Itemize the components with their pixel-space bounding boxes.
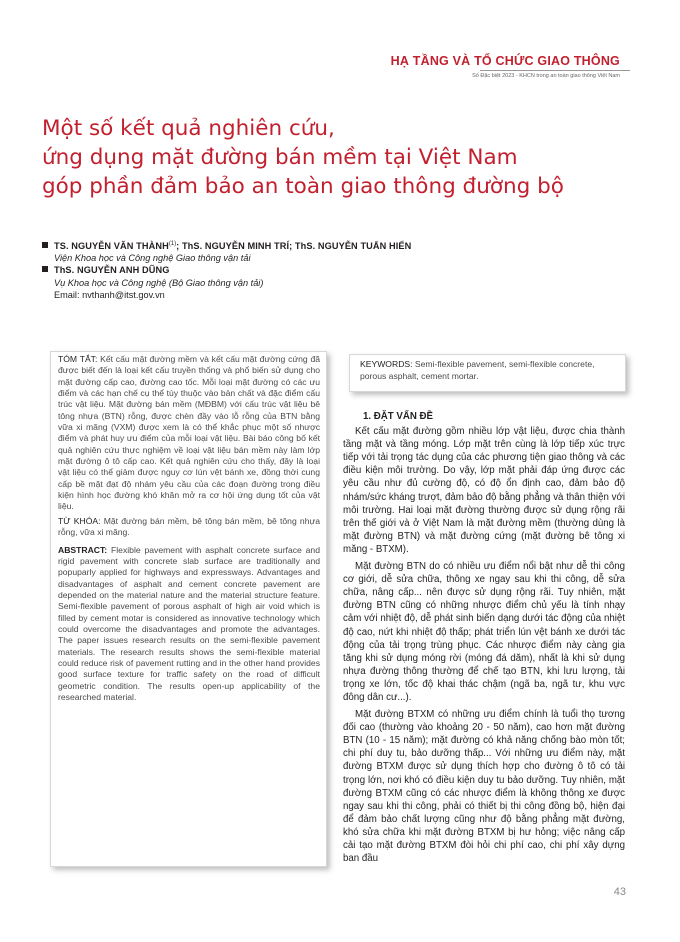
article-title (42, 114, 602, 201)
author-names-2: ThS. NGUYỄN ANH DŨNG (54, 265, 170, 276)
page-number: 43 (613, 886, 626, 898)
issue-info: Số Đặc biệt 2023 - KHCN trong an toàn giao thông Việt Nam (472, 73, 620, 79)
title-line-1: Một số kết quả nghiên cứu, (42, 116, 335, 141)
vn-keywords (58, 516, 320, 539)
author-names-1: TS. NGUYỄN VĂN THÀNH (54, 241, 169, 252)
square-bullet-icon (42, 242, 48, 248)
abstract-label: ABSTRACT: (58, 544, 108, 555)
summary-label: TÓM TẮT: (58, 354, 98, 364)
section-heading: 1. ĐẶT VẤN ĐỀ (363, 411, 433, 422)
author-affiliation-1: Viện Khoa học và Công nghệ Giao thông vận tải (54, 253, 251, 264)
body-column (343, 410, 625, 869)
en-keywords-label: KEYWORDS: (360, 359, 413, 369)
abstract-paragraph (58, 545, 320, 704)
vn-keywords-label: TỪ KHÓA: (58, 515, 101, 526)
author-block (42, 238, 642, 301)
body-paragraph-2: Mặt đường BTN do có nhiều ưu điểm nổi bật như dễ thi công cơ giới, dễ sửa chữa, thông xe ngay sau khi thi công, dễ sửa chữa, nâng cấp... nên được sử dụng rộng rãi. Tuy nhiên, mặt đường BTN cũng có những nhược điểm chủ yếu là tính nhạy cảm với nhiệt độ, dễ phát sinh biến dạng dưới tác động của nhiệt độ cao, nứt khi nhiệt độ thấp; phát triển lún vệt bánh xe dưới tác động của tải trọng trùng phục. Các nhược điểm này càng gia tăng khi sử dụng móng rời (móng đá dăm), nhất là khi sử dụng nhựa đường thông thường để chế tạo BTN, khi lưu lượng, tải trọng xe lớn, tốc độ khai thác chậm (ngã ba, ngã tư, khu vực đông dân cư...). (343, 561, 625, 703)
summary-text: Kết cấu mặt đường mềm và kết cấu mặt đường cứng đã được biết đến là loại kết cấu truyền thống và phổ biến sử dụng cho mặt đường cấp cao, đường cao tốc. Mỗi loại mặt đường có các ưu điểm và các hạn chế cụ thể tùy thuộc vào bản chất và đặc điểm cấu trúc vật liệu. Mặt đường bán mềm (MĐBM) với cấu trúc vật liệu bê tông nhựa (BTN) rỗng, được chèn đầy vào lỗ rỗng của BTN bằng vữa xi măng (VXM) được xem là có thể khắc phục một số nhược điểm và phát huy ưu điểm của mỗi loại vật liệu. Bài báo công bố kết quả nghiên cứu thực nghiệm về loại vật liệu bán mềm này làm lớp mặt đường ô tô cấp cao. Kết quả nghiên cứu cho thấy, đây là loại vật liệu có thể giảm được nguy cơ lún vệt bánh xe, đồng thời cung cấp bề mặt đạt độ nhám yêu cầu của các đoạn đường trong điều kiện hình học đường khó khăn mở ra cơ hội ứng dụng tốt của vật liệu. (58, 354, 321, 512)
author-names-1-rest: ; ThS. NGUYỄN MINH TRÍ; ThS. NGUYỄN TUẤN HIỂN (176, 241, 412, 252)
title-line-2: ứng dụng mặt đường bán mềm tại Việt Nam (42, 145, 518, 170)
body-paragraph-1: Kết cấu mặt đường gồm nhiều lớp vật liệu, được chia thành tầng mặt và tầng móng. Lớp mặt trên cùng là lớp tiếp xúc trực tiếp với tải trọng tác dụng của các phương tiện giao thông và các điều kiện môi trường. Do vậy, lớp mặt phải đáp ứng được các yêu cầu như đủ cường độ, có độ ổn định cao, đảm bảo độ nhám/sức kháng trượt, đảm bảo độ bằng phẳng và thân thiện với môi trường. Hai loại mặt đường thường được sử dụng rộng rãi trên thế giới và ở Việt Nam là mặt đường mềm (thường dùng là mặt đường BTN) và mặt đường cứng (mặt đường bê tông xi măng - BTXM). (343, 426, 625, 555)
body-paragraph-3: Mặt đường BTXM có những ưu điểm chính là tuổi thọ tương đối cao (thường vào khoảng 20 - 50 năm), cao hơn mặt đường BTN (10 - 15 năm); mặt đường có khả năng chống bào mòn tốt; chi phí duy tu, bảo dưỡng thấp... Với những ưu điểm này, mặt đường BTXM được sử dụng thích hợp cho đường ô tô có tải trọng lớn, nơi khó có điều kiện duy tu bảo dưỡng. Tuy nhiên, mặt đường BTXM cũng có các nhược điểm là không thông xe được ngay sau khi thi công, phải có thiết bị thi công đồng bộ, hiện đại để đảm bảo chất lượng cũng như độ bằng phẳng mặt đường, khó sửa chữa khi mặt đường BTXM bị hư hỏng; việc nâng cấp cải tạo mặt đường BTXM đòi hỏi chi phí cao, chi phí xây dựng ban đầu (343, 709, 625, 865)
english-keywords-box (349, 354, 626, 392)
abstract-text: Flexible pavement with asphalt concrete surface and rigid pavement with concrete slab surface are traditionally and popuparly applied for highways and expressways. Advantages and disadvantages of asphalt and cement concrete pavement are depended on the material nature and the material structure feature. Semi-flexible pavement of porous asphalt of high air void which is filled by cement motar is considered as innovative technology which could overcome the disadvantages and promote the advantages. The paper issues research results on the semi-flexible pavement materials. The research results shows the semi-flexible material could reduce risk of pavement rutting and in the other hand provides good surface texture for traffic safety on the road of difficult geometric condition. The results open-up applicability of the researched material. (58, 544, 320, 702)
author-line-1 (42, 238, 642, 252)
author-superscript: (1) (168, 241, 177, 247)
summary-paragraph (58, 354, 320, 513)
square-bullet-icon (42, 266, 48, 272)
header-divider (480, 70, 630, 71)
en-keywords-text: Semi-flexible pavement, semi-flexible concrete, porous asphalt, cement mortar. (360, 359, 595, 381)
author-line-2 (42, 264, 642, 276)
summary-content (58, 354, 320, 703)
title-line-3: góp phần đảm bảo an toàn giao thông đường bộ (42, 174, 564, 199)
author-affiliation-2: Vụ Khoa học và Công nghệ (Bộ Giao thông vận tải) (54, 277, 264, 288)
author-email: Email: nvthanh@itst.gov.vn (54, 289, 165, 300)
vn-keywords-text: Mặt đường bán mềm, bê tông bán mềm, bê tông nhựa rỗng, vữa xi măng. (58, 515, 321, 538)
section-header: HẠ TẦNG VÀ TỔ CHỨC GIAO THÔNG (390, 54, 620, 68)
